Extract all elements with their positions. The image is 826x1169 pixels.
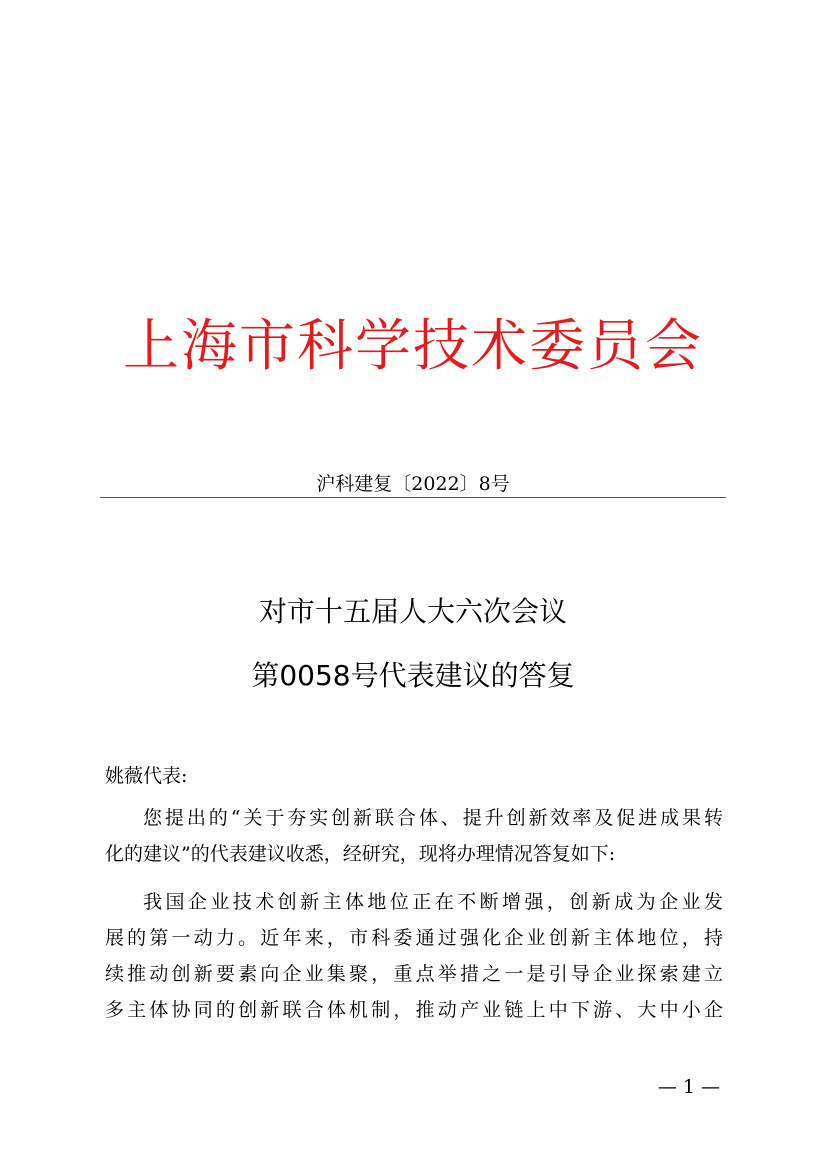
organization-masthead: 上海市科学技术委员会 — [123, 314, 703, 379]
page-number: — 1 — — [657, 1076, 720, 1098]
document-title-line-2: 第0058号代表建议的答复 — [251, 659, 575, 692]
paragraph-line: 续推动创新要素向企业集聚，重点举措之一是引导企业探索建立 — [105, 963, 723, 985]
paragraph-background — [105, 884, 723, 1028]
paragraph-line: 展的第一动力。近年来，市科委通过强化企业创新主体地位，持 — [105, 927, 723, 949]
paragraph-reply-intro — [105, 800, 723, 872]
paragraph-line: 您提出的“关于夯实创新联合体、提升创新效率及促进成果转 — [143, 807, 723, 829]
red-header-divider — [100, 497, 726, 498]
document-title-line-1: 对市十五届人大六次会议 — [258, 595, 567, 628]
paragraph-line: 多主体协同的创新联合体机制，推动产业链上中下游、大中小企 — [105, 999, 723, 1021]
document-number: 沪科建复〔2022〕8号 — [316, 473, 510, 495]
paragraph-line: 化的建议”的代表建议收悉，经研究，现将办理情况答复如下: — [105, 843, 616, 865]
paragraph-line: 我国企业技术创新主体地位正在不断增强，创新成为企业发 — [143, 891, 723, 913]
salutation: 姚薇代表: — [105, 765, 188, 787]
